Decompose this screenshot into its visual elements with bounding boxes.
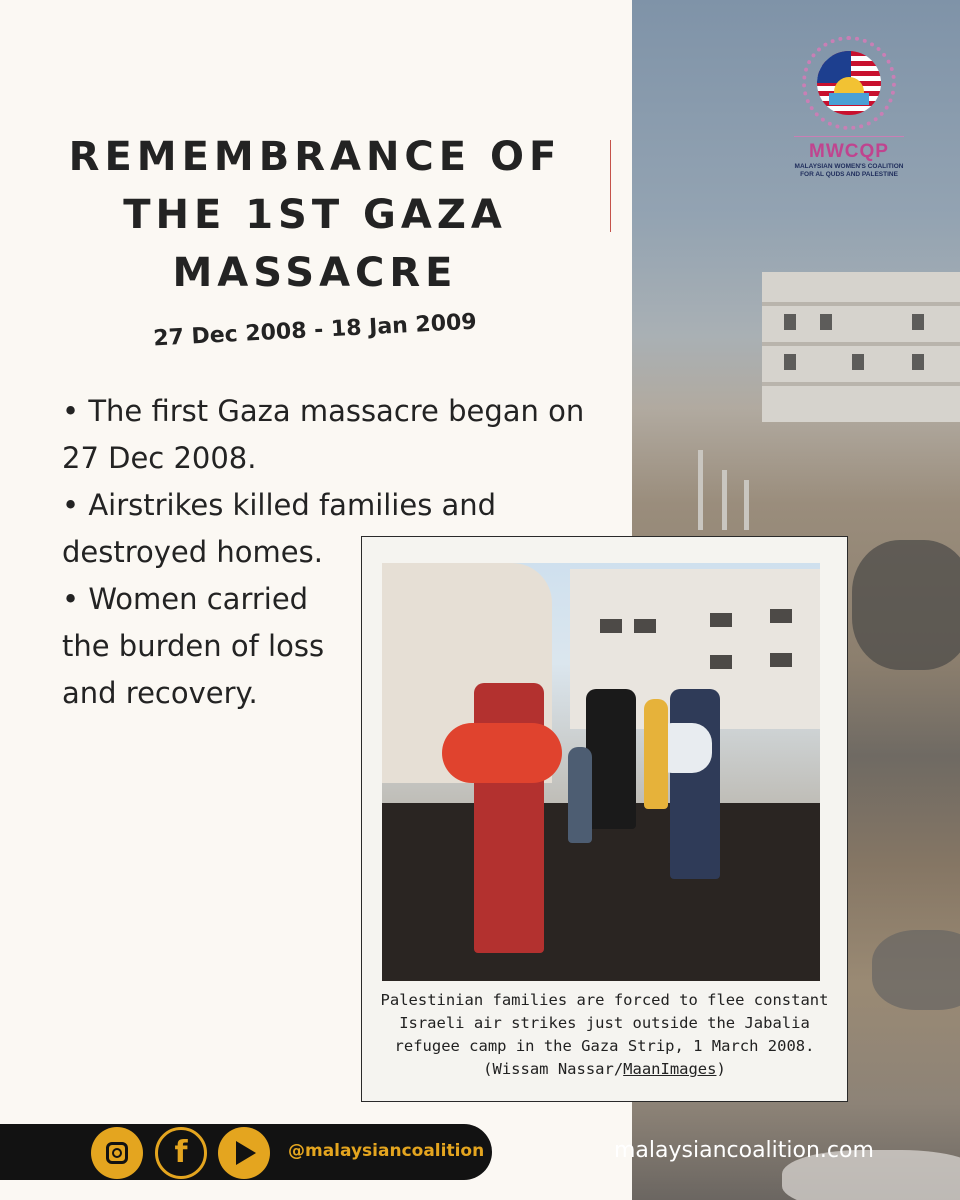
logo-abbreviation: MWCQP bbox=[809, 141, 889, 162]
instagram-icon[interactable] bbox=[91, 1127, 143, 1179]
title-divider bbox=[610, 140, 611, 232]
website-url[interactable]: malaysiancoalition.com bbox=[614, 1138, 874, 1163]
facebook-icon[interactable] bbox=[155, 1127, 207, 1179]
facebook-glyph: f bbox=[174, 1135, 188, 1170]
logo-full-name-line1: MALAYSIAN WOMEN'S COALITION bbox=[794, 163, 904, 170]
photo-caption bbox=[372, 989, 837, 1081]
damaged-building bbox=[762, 272, 960, 422]
key-point: • Women carried the burden of loss and recovery. bbox=[62, 582, 325, 710]
logo-emblem-icon bbox=[802, 36, 896, 130]
key-point: • The first Gaza massacre began on 27 Dec 2008. bbox=[62, 394, 585, 475]
caption-text: Palestinian families are forced to flee constant Israeli air strikes just outside the Jabalia refugee camp in the Gaza Strip, 1 March 2008. (Wissam Nassar/ bbox=[380, 991, 829, 1078]
mwcqp-logo bbox=[790, 36, 908, 179]
key-point: • Airstrikes killed families and destroyed homes. bbox=[62, 488, 497, 569]
photo-card bbox=[361, 536, 848, 1102]
page-title: REMEMBRANCE OF THE 1ST GAZA MASSACRE bbox=[68, 134, 562, 296]
caption-close: ) bbox=[716, 1060, 726, 1078]
fleeing-families-photo bbox=[382, 563, 820, 981]
logo-full-name-line2: FOR AL QUDS AND PALESTINE bbox=[800, 171, 898, 178]
social-handle[interactable]: @malaysiancoalition bbox=[288, 1141, 485, 1161]
photo-credit-link[interactable]: MaanImages bbox=[623, 1060, 717, 1078]
date-range: 27 Dec 2008 - 18 Jan 2009 bbox=[152, 309, 478, 352]
youtube-play-icon[interactable] bbox=[218, 1127, 270, 1179]
